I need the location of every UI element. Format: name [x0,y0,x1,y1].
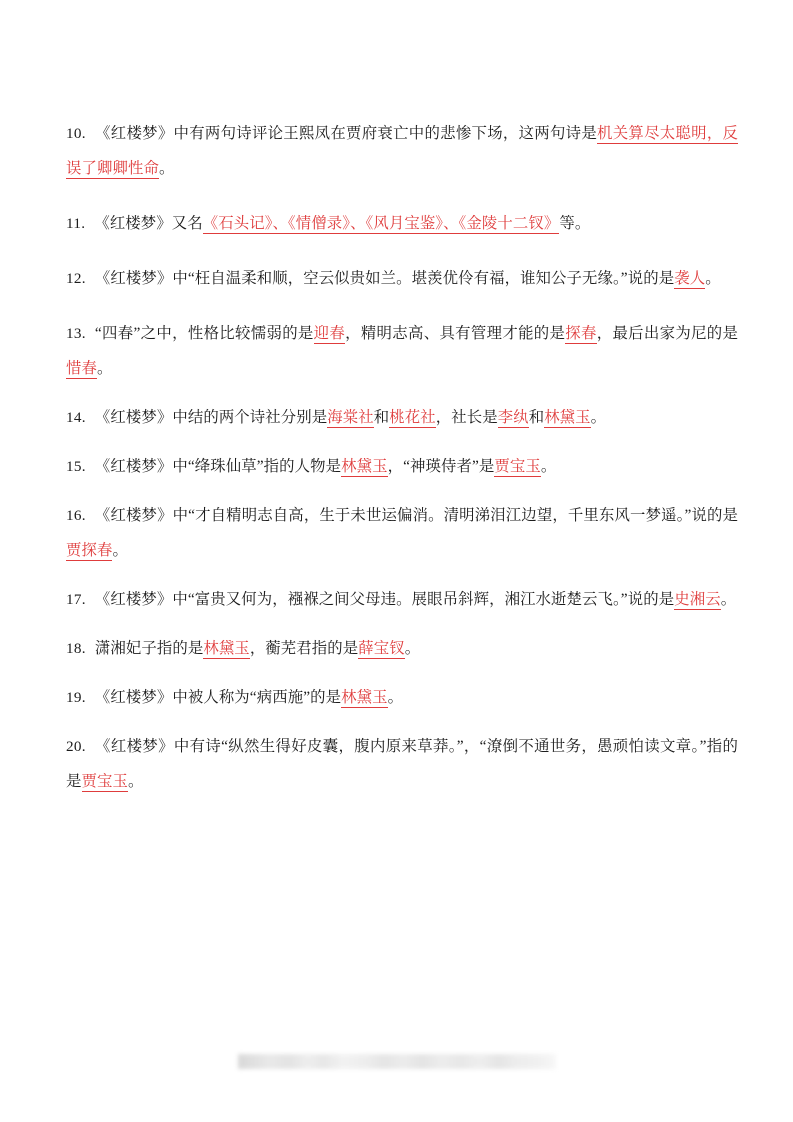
item-text [66,507,738,561]
item-number: 13. [66,325,86,342]
question-text: 《红楼梦》中结的两个诗社分别是 [94,409,328,426]
answer-text: 袭人 [674,270,706,287]
answer-text: 机关算尽太聪明，反误了卿卿性命 [66,125,739,177]
question-text: 。 [158,160,175,177]
question-text: ，“神瑛侍者”是 [387,458,495,475]
answer-text: 探春 [565,325,597,342]
list-item [66,631,738,666]
item-number: 15. [66,458,86,475]
answer-text: 惜春 [66,360,97,377]
question-text: 《红楼梦》中被人称为“病西施”的是 [94,689,342,706]
item-text [95,270,721,289]
item-text [95,409,606,428]
answer-text: 李纨 [497,409,529,426]
question-text: 《红楼梦》中“才自精明志自高，生于未世运偏消。清明涕泪江边望，千里东风一梦遥。”说的是 [94,507,738,524]
answer-text: 《石头记》、《情僧录》、《风月宝鉴》、《金陵十二钗》 [202,215,560,232]
answer-text: 薛宝钗 [358,640,405,657]
item-number: 16. [66,507,86,524]
question-text: 《红楼梦》中有诗“纵然生得好皮囊，腹内原来草莽。”，“潦倒不通世务，愚顽怕读文章。”指的是 [66,738,738,790]
item-number: 11. [66,215,86,232]
answer-text: 海棠社 [327,409,374,426]
list-item [66,729,738,799]
question-text: 。 [590,409,607,426]
answer-text: 贾宝玉 [494,458,541,475]
item-text [95,458,557,477]
answer-text: 林黛玉 [544,409,591,426]
list-item [66,316,738,386]
redacted-watermark-bar [238,1054,556,1069]
item-number: 10. [66,125,86,142]
item-text [66,125,738,179]
item-number: 20. [66,738,86,755]
question-text: “四春”之中，性格比较懦弱的是 [94,325,314,342]
item-text [95,689,403,708]
question-text: 《红楼梦》中“富贵又何为，襁褓之间父母违。展眼吊斜辉，湘江水逝楚云飞。”说的是 [94,591,675,608]
question-text: ，最后出家为尼的是 [596,325,739,342]
item-number: 19. [66,689,86,706]
question-text: 等。 [559,215,591,232]
list-item [66,400,738,435]
question-list [66,116,738,807]
answer-text: 迎春 [313,325,346,342]
list-item [66,498,738,568]
item-number: 14. [66,409,86,426]
question-text: 。 [387,689,404,706]
list-item [66,449,738,484]
list-item [66,680,738,715]
answer-text: 贾探春 [66,542,113,559]
question-text: 。 [540,458,557,475]
list-item [66,261,738,296]
list-item [66,206,738,241]
item-number: 18. [66,640,86,657]
item-text [66,325,738,379]
question-text: 。 [720,591,737,608]
answer-text: 史湘云 [674,591,721,608]
question-text: ，社长是 [435,409,498,426]
answer-text: 贾宝玉 [81,773,128,790]
question-text: 和 [373,409,390,426]
question-text: 《红楼梦》中“枉自温柔和顺，空云似贵如兰。堪羡优伶有福，谁知公子无缘。”说的是 [94,270,675,287]
question-text: 潇湘妃子指的是 [94,640,204,657]
question-text: 《红楼梦》中“绛珠仙草”指的人物是 [94,458,342,475]
item-text [95,640,420,659]
question-text: 《红楼梦》又名 [94,215,203,232]
question-text: 《红楼梦》中有两句诗评论王熙凤在贾府衰亡中的悲惨下场，这两句诗是 [94,125,598,142]
answer-text: 林黛玉 [203,640,250,657]
list-item [66,116,738,186]
item-text [66,738,738,792]
question-text: ，精明志高、具有管理才能的是 [345,325,566,342]
answer-text: 林黛玉 [341,689,388,706]
answer-text: 桃花社 [389,409,436,426]
list-item [66,582,738,617]
item-number: 12. [66,270,86,287]
item-number: 17. [66,591,86,608]
question-text: 。 [705,270,721,287]
question-text: 。 [112,542,128,559]
question-text: ，蘅芜君指的是 [249,640,359,657]
question-text: 。 [127,773,144,790]
answer-text: 林黛玉 [341,458,388,475]
item-text [95,591,736,610]
question-text: 。 [404,640,421,657]
question-text: 和 [528,409,545,426]
question-text: 。 [96,360,113,377]
item-text [94,215,590,234]
